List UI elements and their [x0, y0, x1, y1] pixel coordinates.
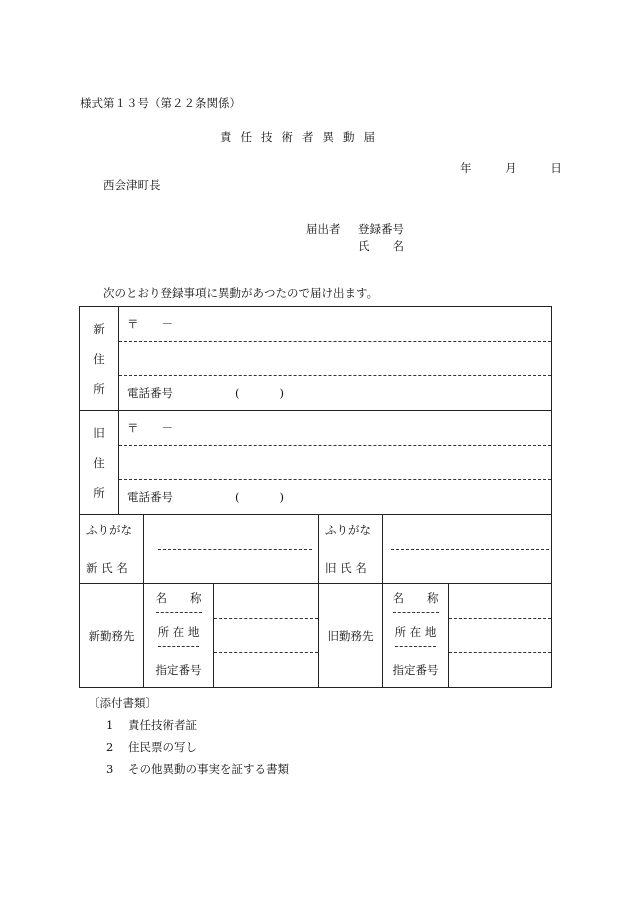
attachment-number: 3: [106, 762, 114, 776]
date-line: [460, 163, 562, 175]
workplace-number-label: 指定番号: [392, 662, 439, 677]
new-address-field[interactable]: [119, 307, 552, 411]
new-address-char: 住: [93, 351, 105, 366]
attachment-item: [106, 742, 197, 754]
paren-close: ): [279, 385, 284, 400]
old-workplace-label: 旧勤務先: [319, 584, 383, 688]
filer-label: 届出者: [306, 222, 341, 236]
addressee: 西会津町長: [103, 178, 161, 192]
attachment-text: 責任技術者証: [128, 718, 197, 732]
new-workplace-field[interactable]: [214, 584, 319, 688]
old-address-char: 住: [93, 455, 105, 470]
old-workplace-field[interactable]: [449, 584, 552, 688]
furigana-label: ふりがな: [325, 523, 371, 537]
new-name-label: [80, 515, 144, 584]
attachments-title: 〔添付書類〕: [88, 696, 157, 710]
old-name-label: [319, 515, 383, 584]
workplace-name-label: 名 称: [393, 590, 439, 613]
new-address-char: 新: [93, 321, 105, 336]
attachment-item: [106, 720, 197, 732]
attachment-text: 住民票の写し: [128, 740, 197, 754]
date-year: 年: [460, 161, 472, 175]
old-address-line[interactable]: [119, 446, 551, 480]
page-title: 責任技術者異動届: [220, 130, 384, 144]
postal-mark: 〒 －: [127, 317, 173, 331]
old-workplace-rows: [383, 584, 449, 688]
new-name-field[interactable]: [144, 515, 319, 584]
attachment-text: その他異動の事実を証する書類: [128, 762, 289, 776]
postal-mark: 〒 －: [127, 421, 173, 435]
workplace-number-label: 指定番号: [155, 662, 202, 677]
attachment-number: 1: [106, 718, 114, 732]
new-workplace-rows: [144, 584, 214, 688]
new-phone-line[interactable]: [119, 376, 551, 410]
phone-label: 電話番号: [127, 489, 173, 504]
phone-label: 電話番号: [127, 385, 173, 400]
workplace-address-label: 所 在 地: [395, 624, 437, 647]
date-day: 日: [550, 161, 562, 175]
old-address-label: [80, 411, 119, 515]
change-form-table: [79, 306, 552, 688]
form-number: 様式第１３号（第２２条関係）: [80, 96, 241, 110]
date-month: 月: [505, 161, 517, 175]
new-workplace-label: 新勤務先: [80, 584, 144, 688]
new-postal-line[interactable]: [119, 308, 551, 342]
furigana-label: ふりがな: [86, 523, 132, 537]
attachment-number: 2: [106, 740, 114, 754]
old-address-field[interactable]: [119, 411, 552, 515]
old-phone-line[interactable]: [119, 480, 551, 514]
old-name-text: 旧 氏 名: [325, 561, 367, 575]
old-address-char: 所: [93, 485, 105, 500]
attachment-item: [106, 764, 289, 776]
new-address-label: [80, 307, 119, 411]
intro-text: 次のとおり登録事項に異動があつたので届け出ます。: [103, 286, 379, 300]
old-address-char: 旧: [93, 425, 105, 440]
paren-open: (: [235, 489, 240, 504]
new-address-char: 所: [93, 381, 105, 396]
paren-open: (: [235, 385, 240, 400]
new-name-text: 新 氏 名: [86, 561, 128, 575]
old-postal-line[interactable]: [119, 412, 551, 446]
registration-number-label: 登録番号: [358, 222, 404, 236]
paren-close: ): [279, 489, 284, 504]
new-address-line[interactable]: [119, 342, 551, 376]
workplace-address-label: 所 在 地: [158, 624, 200, 647]
filer-name-label: 氏 名: [358, 239, 404, 253]
old-name-field[interactable]: [383, 515, 552, 584]
workplace-name-label: 名 称: [156, 590, 202, 613]
